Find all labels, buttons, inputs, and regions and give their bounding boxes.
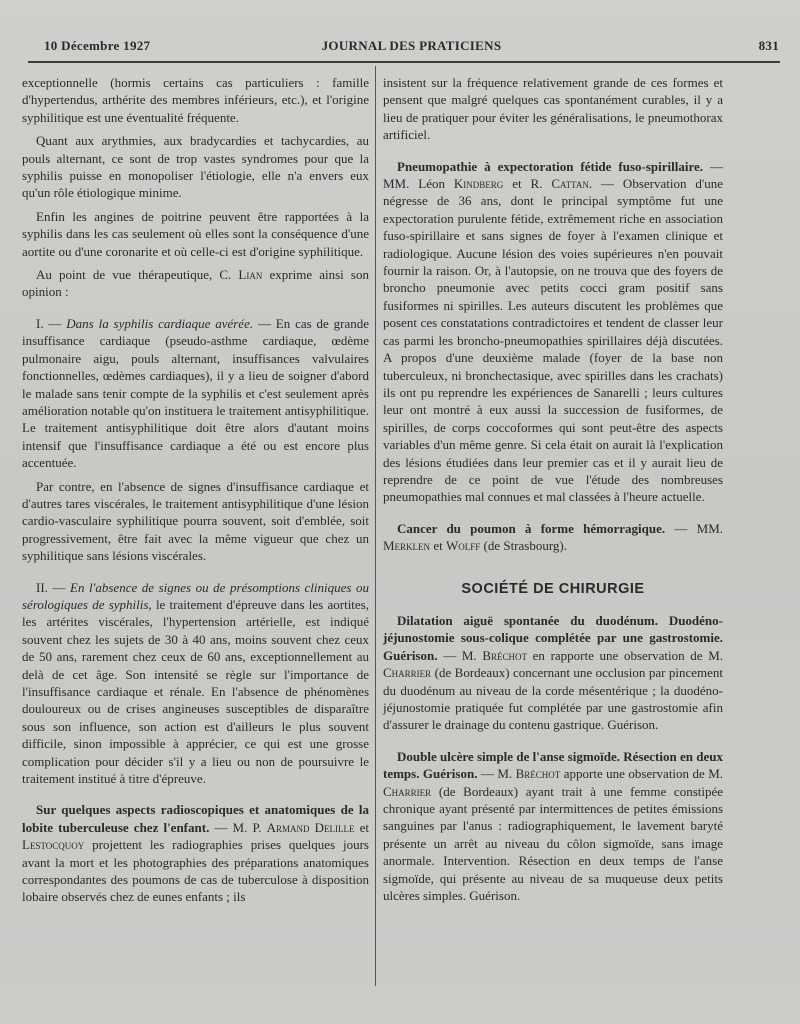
author-name: Armand Delille [266,819,355,835]
paragraph: Enfin les angines de poitrine peuvent être rapportées à la syphilis dans les cas seulement où elles sont la conséquence d'une aortite ou d'une coronarite et où celle-ci est d'origine syphilitique. [22,208,369,259]
article-title: Dilatation aiguë spontanée du duodénum. Duodéno-jéjunostomie sous-colique complétée par une gastrostomie. Guérison. [383,612,723,663]
text: exprime ainsi son opinion : [22,267,369,300]
text: projettent les radiographies prises quelques jours avant la mort et les photographies des préparations anatomiques correspondantes des poumons de cas de tuberculose à disposition lobaire observés chez de eunes enfants ; ils [22,837,369,905]
article-title: Sur quelques aspects radioscopiques et anatomiques de la lobite tuberculeuse chez l'enfant. [22,802,369,835]
author-name: Lestocquoy [22,837,85,853]
text: et [433,538,443,554]
author-name: Charrier [383,665,432,681]
header-date: 10 Décembre 1927 [44,38,151,53]
author-name: Cattan. [551,176,593,192]
text: — MM. [674,520,723,536]
header-journal-title: JOURNAL DES PRATICIENS [321,38,502,53]
text: — M. P. [214,819,262,835]
paragraph [383,158,723,506]
text: et [359,819,369,835]
paragraph [22,579,369,788]
paragraph [22,315,369,472]
text: et R. [512,176,543,192]
text: — M. [443,647,477,663]
paragraph [383,612,723,734]
subheading: En l'absence de signes ou de présomptions cliniques ou sérologiques de syphilis, [22,579,369,612]
paragraph [22,801,369,905]
author-name: Bréchot [515,766,561,782]
text: (de Bordeaux) concernant une occlusion par pincement du duodénum au niveau de la corde mésentérique ; la duodéno-jéjunostomie pratiquée fut complétée par une gastrostomie afin d'assurer le drainage du contenu gastrique. Guérison. [383,665,724,733]
text: I. — [36,315,62,331]
author-name: Bréchot [482,647,527,663]
author-name: Charrier [383,783,432,799]
paragraph: Par contre, en l'absence de signes d'insuffisance cardiaque et d'autres tares viscérales, le traitement antisyphilitique d'une lésion cardio-vasculaire syphilitique pourra souvent, soit d'emblée, soit progressivement, être fait avec la même vigueur que chez un syphilitique sans lésions viscérales. [22,478,369,564]
author-name: Lian [238,267,263,283]
header-page-number: 831 [758,38,779,53]
header-rule [28,61,780,63]
running-header [44,38,779,58]
text: en rapporte une observation de M. [532,647,724,663]
paragraph: insistent sur la fréquence relativement grande de ces formes et pensent que malgré quelques cas spontanément curables, il y a lieu de pratiquer pour éviter les généralisations, le pneumothorax artificiel. [383,75,723,143]
paragraph [383,748,723,905]
paragraph [22,266,369,301]
left-column [22,74,369,912]
author-name: Kindberg [453,176,504,192]
text: (de Strasbourg). [483,538,568,554]
text: II. — [36,579,66,595]
paragraph [383,520,723,555]
text: apporte une observation de M. [563,766,724,782]
column-divider [375,66,376,986]
author-name: Wolff [445,538,481,554]
article-title: Double ulcère simple de l'anse sigmoïde. Résection en deux temps. Guérison. [383,748,723,782]
right-column [383,74,723,910]
text: le traitement d'épreuve dans les aortites, les artérites viscérales, l'hypertension artérielle, est indiqué souvent chez les sujets de 30 à 40 ans, moins souvent chez ceux de 50 ans, rarement chez ceux de 60 ans, exceptionnellement au delà de cet âge. Son intensité se règle sur l'importance de l'insuffisance cardiaque et rénale. En l'absence de phénomènes douloureux ou de crises angineuses susceptibles de disparaître sous son influence, son action est d'ailleurs le plus souvent difficile, sinon impossible à apprécier, ce qui est une grosse complication pour décider s'il y a lieu ou non de poursuivre le traitement institué à titre d'épreuve. [22,596,369,787]
section-heading: SOCIÉTÉ DE CHIRURGIE [461,580,645,597]
author-name: Merklen [383,538,431,554]
article-title: Cancer du poumon à forme hémorragique. [397,520,666,536]
article-title: Pneumopathie à expectoration fétide fuso-spirillaire. [397,158,704,174]
text: Au point de vue thérapeutique, C. [36,267,232,283]
paragraph: Quant aux arythmies, aux bradycardies et tachycardies, au pouls alternant, ce sont de trop vastes syndromes pour que la syphilis puisse en monopoliser l'étiologie, elle n'a envers eux qu'un rôle étiologique minime. [22,133,369,201]
text: — M. [480,766,513,782]
paragraph: exceptionnelle (hormis certains cas particuliers : famille d'hypertendus, arthérite des membres inférieurs, etc.), et l'origine syphilitique est une éventualité fréquente. [22,75,369,125]
text: — Observation d'une négresse de 36 ans, dont le principal symptôme fut une expectoration purulente fétide, extrêmement riche en association fuso-spirillaire et sans signes de foyer à l'examen clinique et radiologique. Aucune lésion des voies supérieures n'en pouvait fournir la raison. Or, à l'autopsie, on ne trouva que des foyers de broncho pneumonie avec petits cocci gram positif sans fusiformes ni spirilles. Les auteurs discutent les problèmes que posent ces constatations contradictoires et tendent de classer leur cas parmi les broncho-pneumopathies spirillaires déjà discutées. A propos d'une deuxième malade (foyer de la base non tuberculeux, ni bronchectasique, avec spirilles dans les crachats) ils ont pu reprendre les expériences de Sanarelli ; leurs cultures leur ont montré à eux aussi la succession de fusiformes, de spirilles, de corps coccoformes qui sont peut-être des aspects variables d'un même genre. Si cela était on aurait là l'explication des lésions étudiées dans leur premier cas et il y aurait lieu de reprendre de ce point de vue l'étude des nombreuses pneumopathies mal connues et mal classées à l'heure actuelle. [383,176,724,505]
text: — En cas de grande insuffisance cardiaque (pseudo-asthme cardiaque, œdème pulmonaire aigu, pouls alternant, insuffisances valvulaires fonctionnelles, œdèmes cardiaques), il y a lieu de soigner d'abord le malade sans tenir compte de la syphilis et c'est seulement après amélioration notable qu'on instituera le traitement antisyphilitique. Le traitement antisyphilitique doit être alors d'autant moins intensif que l'insuffisance cardiaque a été ou est encore plus accentuée. [22,315,370,471]
text: — MM. Léon [383,158,723,192]
subheading: Dans la syphilis cardiaque avérée. [66,315,254,331]
text: (de Bordeaux) ayant trait à une femme constipée chronique ayant présenté par intermittences de petites émissions sanguines par l'anus : radiographiquement, le lavement baryté présente un arrêt au niveau du côlon sigmoïde, sans image anormale. Intervention. Résection en deux temps de l'anse sigmoïde, qui présente au niveau de sa muqueuse deux petits ulcères simples. Guérison. [383,783,724,904]
